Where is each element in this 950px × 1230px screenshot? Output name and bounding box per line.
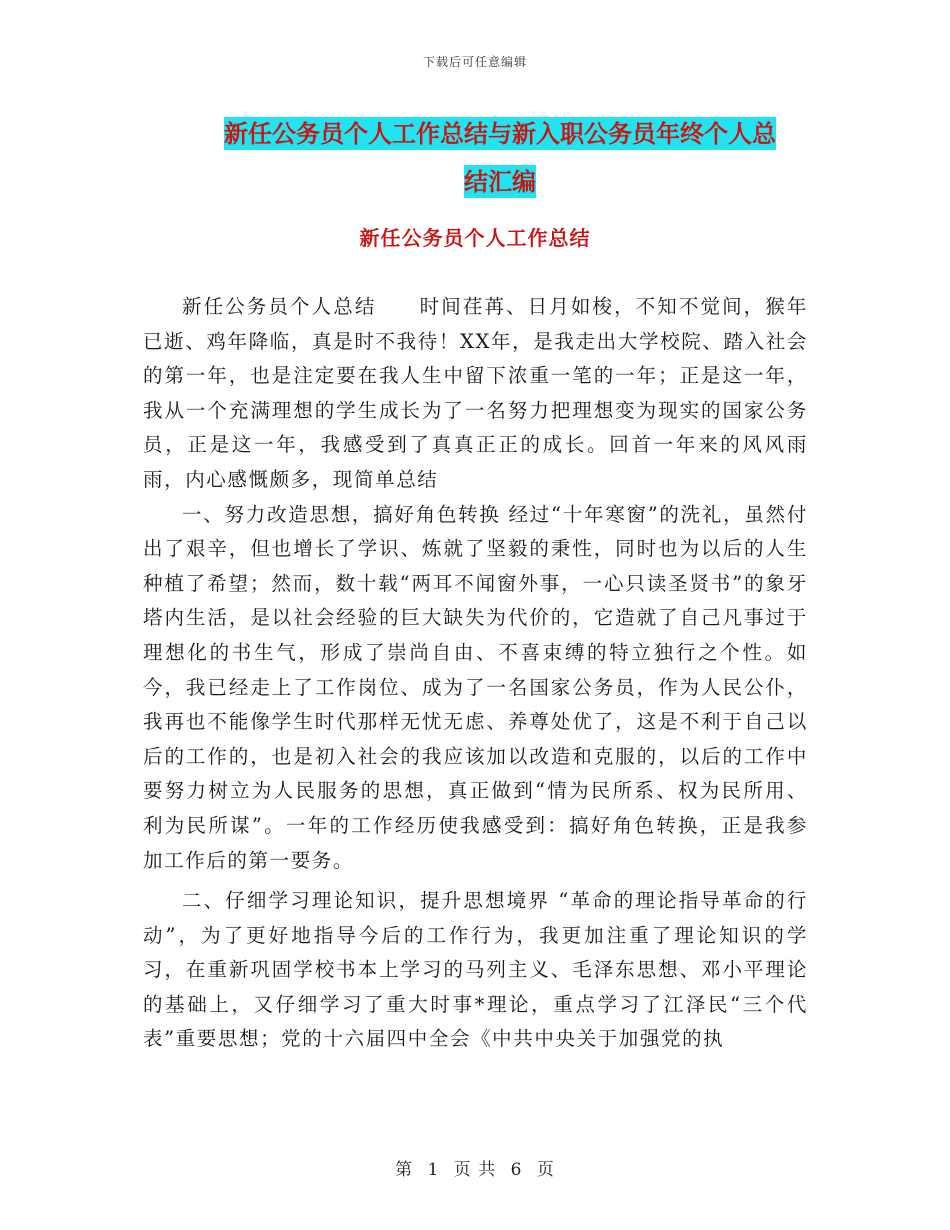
page-footer [0, 1155, 950, 1180]
header-note: 下载后可任意编辑 [422, 55, 527, 69]
page-total: 6 [510, 1160, 523, 1180]
document-title-line2: 结汇编 [464, 167, 536, 196]
footer-prefix: 第 [395, 1160, 414, 1180]
footer-middle: 页 共 [453, 1160, 497, 1180]
section-title: 新任公务员个人工作总结 [359, 226, 591, 250]
paragraph-section-two: 二、仔细学习理论知识，提升思想境界 “革命的理论指导革命的行动”，为了更好地指导今后的工作行为，我更加注重了理论知识的学习，在重新巩固学校书本上学习的马列主义、毛泽东思想、邓小平理论的基础上，又仔细学习了重大时事*理论，重点学习了江泽民“三个代表”重要思想；党的十六届四中全会《中共中央关于加强党的执 [143, 889, 808, 1051]
footer-suffix: 页 [536, 1160, 555, 1180]
document-title [120, 110, 880, 206]
document-body [143, 290, 808, 1057]
page-number: 1 [427, 1160, 440, 1180]
document-title-line1: 新任公务员个人工作总结与新入职公务员年终个人总 [224, 119, 776, 148]
paragraph-section-one: 一、努力改造思想，搞好角色转换 经过“十年寒窗”的洗礼，虽然付出了艰辛，但也增长了学识、炼就了坚毅的秉性，同时也为以后的人生种植了希望；然而，数十载“两耳不闻窗外事，一心只读圣贤书”的象牙塔内生活，是以社会经验的巨大缺失为代价的，它造就了自己凡事过于理想化的书生气，形成了崇尚自由、不喜束缚的特立独行之个性。如今，我已经走上了工作岗位、成为了一名国家公务员，作为人民公仆，我再也不能像学生时代那样无忧无虑、养尊处优了，这是不利于自己以后的工作的，也是初入社会的我应该加以改造和克服的，以后的工作中要努力树立为人民服务的思想，真正做到“情为民所系、权为民所用、利为民所谋”。一年的工作经历使我感受到：搞好角色转换，正是我参加工作后的第一要务。 [143, 502, 808, 872]
paragraph-intro: 新任公务员个人总结 时间荏苒、日月如梭，不知不觉间，猴年已逝、鸡年降临，真是时不我待！XX年，是我走出大学校院、踏入社会的第一年，也是注定要在我人生中留下浓重一笔的一年；正是这一年，我从一个充满理想的学生成长为了一名努力把理想变为现实的国家公务员，正是这一年，我感受到了真真正正的成长。回首一年来的风风雨雨，内心感慨颇多，现简单总结 [143, 295, 808, 491]
